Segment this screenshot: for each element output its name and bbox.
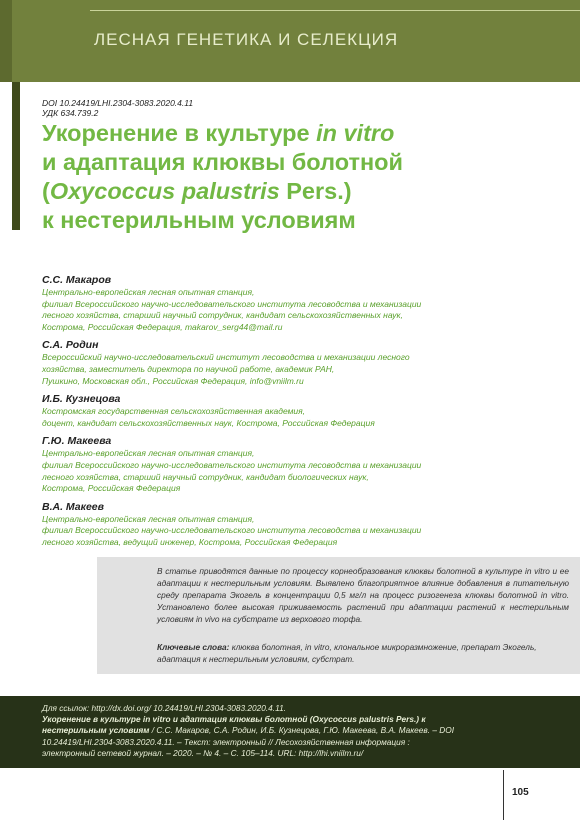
page-number-rule [503, 770, 504, 820]
citation-box [0, 696, 580, 768]
author-affiliation-line: филиал Всероссийского научно-исследовательского института лесоводства и механизации [42, 459, 422, 470]
authors-list [42, 274, 542, 555]
author-name: И.Б. Кузнецова [42, 393, 121, 406]
title-line3-a: ( [42, 178, 50, 204]
citation-link: Для ссылок: http://dx.doi.org/ 10.24419/LHI.2304-3083.2020.4.11. [42, 703, 286, 713]
author-name: Г.Ю. Макеева [42, 435, 112, 448]
author-block [42, 393, 542, 429]
header-rule [90, 10, 580, 11]
author-affiliation-line: филиал Всероссийского научно-исследовательского института лесоводства и механизации [42, 298, 422, 309]
header-left-block [0, 0, 12, 82]
author-block [42, 501, 542, 549]
citation-title: Укоренение в культуре in vitro и адаптация клюквы болотной (Oxycoccus palustris Pers.) к нестерильным условиям [42, 714, 426, 736]
author-affiliation-line: хозяйства, заместитель директора по научной работе, академик РАН, [42, 363, 335, 374]
left-accent-bar [12, 82, 20, 230]
author-affiliation-line: лесного хозяйства, старший научный сотрудник, кандидат сельскохозяйственных наук, [42, 310, 403, 321]
title-line2: и адаптация клюквы болотной [42, 149, 403, 175]
author-name: С.А. Родин [42, 339, 99, 352]
title-line1-b: in vitro [316, 120, 395, 146]
page-number: 105 [512, 787, 529, 798]
citation-rest: / С.С. Макаров, С.А. Родин, И.Б. Кузнецова, Г.Ю. Макеева, В.А. Макеев. – DOI 10.24419/LHI.2304-3083.2020.4.11. – Текст: электронный // Лесохозяйственная информация : электронный сетевой журнал. – 2020. – № 4. – С. 105–114. URL: http://lhi.vniilm.ru/ [42, 725, 455, 758]
abstract-text: В статье приводятся данные по процессу корнеобразования клюквы болотной в культуре in vitro и ее адаптации к нестерильным условиям. Выявлено благоприятное влияние добавления в питательную среду препарата Экогель в концентрации 0,5 мг/л на процесс ризогенеза клюквы болотной in vitro. Установлено более высокая приживаемость растений при адаптации растений к нестерильным условиям in vivo на субстрате из верхового торфа. [157, 566, 569, 625]
title-line1-a: Укоренение в культуре [42, 120, 317, 146]
author-name: С.С. Макаров [42, 274, 112, 286]
author-affiliation-line: филиал Всероссийского научно-исследовательского института лесоводства и механизации [42, 525, 422, 536]
author-affiliation-line: лесного хозяйства, старший научный сотрудник, кандидат биологических наук, [42, 471, 369, 482]
author-affiliation-line: Центрально-европейская лесная опытная станция, [42, 448, 255, 459]
author-affiliation-line: Всероссийский научно-исследовательский институт лесоводства и механизации лесного [42, 352, 410, 363]
author-affiliation-line: Кострома, Российская Федерация, makarov_serg44@mail.ru [42, 321, 283, 332]
author-affiliation-line: доцент, кандидат сельскохозяйственных наук, Кострома, Российская Федерация [42, 417, 375, 428]
keywords-text: клюква болотная, in vitro, клональное микроразмножение, препарат Экогель, адаптация к нестерильным условиям, субстрат. [157, 642, 537, 665]
title-line3-b: Oxycoccus palustris [49, 178, 280, 204]
author-affiliation-line: Пушкино, Московская обл., Российская Федерация, info@vniilm.ru [42, 375, 304, 386]
title-line4: к нестерильным условиям [42, 207, 356, 233]
author-affiliation-line: Кострома, Российская Федерация [42, 483, 181, 494]
author-affiliation-line: Центрально-европейская лесная опытная станция, [42, 513, 255, 524]
author-name: В.А. Макеев [42, 500, 104, 513]
author-block [42, 274, 542, 333]
citation-text [42, 703, 462, 759]
author-block [42, 339, 542, 387]
abstract-box [97, 557, 580, 674]
udk: УДК 634.739.2 [42, 108, 99, 118]
title-line3-c: Pers.) [279, 178, 352, 204]
keywords [157, 641, 569, 665]
author-affiliation-line: лесного хозяйства, ведущий инженер, Кострома, Российская Федерация [42, 536, 338, 547]
article-title [42, 119, 562, 235]
author-block [42, 435, 542, 494]
author-affiliation-line: Центрально-европейская лесная опытная станция, [42, 287, 255, 297]
section-title: ЛЕСНАЯ ГЕНЕТИКА И СЕЛЕКЦИЯ [94, 30, 399, 49]
doi: DOI 10.24419/LHI.2304-3083.2020.4.11 [42, 98, 194, 108]
keywords-label: Ключевые слова: [157, 642, 230, 652]
author-affiliation-line: Костромская государственная сельскохозяйственная академия, [42, 406, 306, 417]
